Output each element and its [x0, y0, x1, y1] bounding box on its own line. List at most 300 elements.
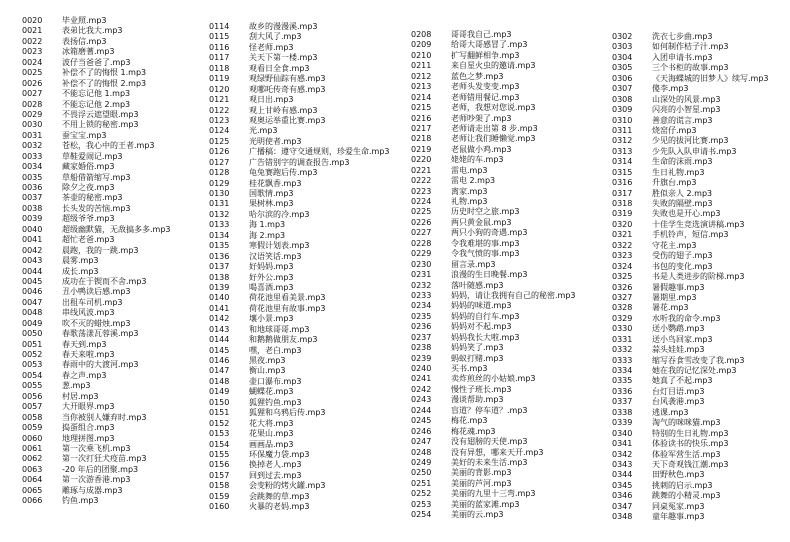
- file-entry: [209, 502, 390, 512]
- file-title: 老师让我们睡懒觉.mp3: [451, 134, 536, 144]
- file-title: 没有异想，哪来天开.mp3: [451, 447, 544, 457]
- file-number: 0154: [209, 439, 230, 449]
- file-title: 表弟比我大.mp3: [62, 26, 123, 36]
- file-title: 洗衣七步曲.mp3: [652, 32, 713, 41]
- file-number: 0236: [411, 322, 432, 332]
- file-title: 寒假计划表.mp3: [249, 241, 310, 251]
- file-number: 0316: [612, 178, 633, 188]
- file-title: 当你被别人嫌弃时.mp3: [62, 412, 147, 422]
- file-number: 0034: [22, 162, 43, 172]
- file-title: 逃课.mp3: [652, 407, 689, 417]
- file-entry: [22, 360, 171, 370]
- file-number: 0119: [209, 74, 230, 84]
- file-entry: [22, 454, 171, 464]
- file-number: 0020: [22, 16, 43, 25]
- file-number: 0031: [22, 130, 43, 140]
- file-title: 山深处的风景.mp3: [652, 94, 721, 104]
- file-number: 0050: [22, 329, 43, 339]
- file-entry: [612, 314, 769, 324]
- file-title: 蓝色之梦.mp3: [451, 71, 504, 81]
- file-entry: [411, 103, 576, 113]
- file-entry: [411, 51, 576, 61]
- file-number: 0253: [411, 499, 432, 509]
- file-title: 海 1.mp3: [249, 220, 286, 230]
- file-number: 0043: [22, 256, 43, 266]
- file-entry: [612, 199, 769, 209]
- file-title: 暑期里.mp3: [652, 292, 697, 302]
- file-title: 光明使者.mp3: [249, 136, 302, 146]
- file-number: 0042: [22, 245, 43, 255]
- file-number: 0225: [411, 207, 432, 217]
- file-number: 0239: [411, 353, 432, 363]
- file-number: 0325: [612, 272, 633, 282]
- file-entry: [411, 82, 576, 92]
- file-title: 画画品.mp3: [249, 439, 294, 449]
- file-number: 0233: [411, 290, 432, 300]
- file-entry: [612, 429, 769, 439]
- file-entry: [411, 322, 576, 332]
- file-title: 梅花.mp3: [451, 416, 488, 426]
- file-entry: [612, 147, 769, 157]
- file-entry: [411, 510, 576, 520]
- file-entry: [612, 157, 769, 167]
- file-entry: [411, 93, 576, 103]
- file-entry: [612, 283, 769, 293]
- file-number: 0135: [209, 241, 230, 251]
- file-number: 0346: [612, 491, 633, 501]
- file-entry: [22, 214, 171, 224]
- file-entry: [209, 74, 390, 84]
- file-number: 0039: [22, 214, 43, 224]
- file-number: 0228: [411, 238, 432, 248]
- file-title: 童年趣事.mp3: [652, 512, 705, 522]
- file-title: 嘿，老白.mp3: [249, 345, 302, 355]
- file-number: 0054: [22, 370, 43, 380]
- file-number: 0062: [22, 454, 43, 464]
- file-number: 0327: [612, 292, 633, 302]
- file-title: 蝴蝶花.mp3: [249, 387, 294, 397]
- file-entry: [612, 491, 769, 501]
- file-entry: [22, 267, 171, 277]
- file-title: 第一次乘飞机.mp3: [62, 443, 131, 453]
- file-entry: [411, 270, 576, 280]
- file-title: 关天下第一楼.mp3: [249, 53, 318, 63]
- file-number: 0251: [411, 478, 432, 488]
- file-number: 0312: [612, 136, 633, 146]
- file-title: 毕业照.mp3: [62, 16, 107, 25]
- file-title: 体验读书的快乐.mp3: [652, 439, 729, 449]
- file-title: 观上甘岭有感.mp3: [249, 105, 318, 115]
- file-entry: [411, 40, 576, 50]
- file-title: 她真了不起.mp3: [652, 376, 713, 386]
- file-number: 0029: [22, 109, 43, 119]
- file-entry: [612, 84, 769, 94]
- file-title: 怪老师.mp3: [249, 42, 294, 52]
- file-entry: [612, 460, 769, 470]
- file-title: 特别的生日礼物.mp3: [652, 428, 729, 438]
- file-title: 买书.mp3: [451, 364, 488, 373]
- file-entry: [411, 218, 576, 228]
- file-number: 0143: [209, 324, 230, 334]
- file-number: 0214: [411, 92, 432, 102]
- file-entry: [209, 220, 390, 230]
- file-entry: [612, 439, 769, 449]
- file-number: 0218: [411, 134, 432, 144]
- file-number: 0060: [22, 433, 43, 443]
- file-title: 老师吵架了.mp3: [451, 113, 512, 123]
- file-title: 波仔当爸爸了.mp3: [62, 57, 131, 67]
- file-entry: [411, 61, 576, 71]
- file-title: 狐狸和乌鸦后传.mp3: [249, 408, 326, 418]
- file-entry: [209, 419, 390, 429]
- file-entry: [411, 114, 576, 124]
- file-title: 和地球哥哥.mp3: [249, 324, 310, 334]
- file-title: 广播稿：遵守交通规则，珍爱生命.mp3: [249, 147, 390, 157]
- file-entry: [411, 333, 576, 343]
- file-number: 0315: [612, 167, 633, 177]
- file-entry: [22, 277, 171, 287]
- file-number: 0235: [411, 311, 432, 321]
- file-entry: [612, 230, 769, 240]
- file-entry: [209, 137, 390, 147]
- file-entry: [411, 374, 576, 384]
- file-number: 0314: [612, 157, 633, 167]
- file-number: 0248: [411, 447, 432, 457]
- file-title: 缩写吞食雪改变了我.mp3: [652, 355, 745, 365]
- file-title: 海 2.mp3: [249, 230, 286, 240]
- file-number: 0160: [209, 502, 230, 512]
- file-title: 不能忘记他 1.mp3: [62, 89, 131, 99]
- file-entry: [411, 385, 576, 395]
- file-entry: [22, 162, 171, 172]
- file-number: 0035: [22, 172, 43, 182]
- file-entry: [209, 283, 390, 293]
- file-number: 0250: [411, 468, 432, 478]
- file-title: 草鞋爱闹记.mp3: [62, 151, 123, 161]
- file-title: 花大将.mp3: [249, 418, 294, 428]
- file-title: 火暴的老妈.mp3: [249, 502, 310, 512]
- file-number: 0145: [209, 345, 230, 355]
- file-number: 0146: [209, 356, 230, 365]
- file-entry: [612, 116, 769, 126]
- file-number: 0149: [209, 387, 230, 397]
- file-title: 和鹅鹅做朋友.mp3: [249, 335, 318, 345]
- file-number: 0237: [411, 332, 432, 342]
- file-entry: [22, 465, 171, 475]
- file-entry: [612, 168, 769, 178]
- file-title: 她在我的记忆深处.mp3: [652, 366, 737, 375]
- file-number: 0319: [612, 209, 633, 219]
- file-title: 观看日全食.mp3: [249, 63, 310, 73]
- file-title: 给哥大哥感冒了.mp3: [451, 40, 528, 50]
- file-entry: [22, 173, 171, 183]
- file-entry: [612, 303, 769, 313]
- file-entry: [411, 354, 576, 364]
- file-number: 0309: [612, 105, 633, 115]
- file-entry: [612, 345, 769, 355]
- file-number: 0330: [612, 324, 633, 334]
- file-title: 超级幽默猫，无敌搞多多.mp3: [62, 224, 171, 234]
- file-number: 0306: [612, 73, 633, 83]
- file-entry: [22, 402, 171, 412]
- file-number: 0123: [209, 115, 230, 125]
- file-entry: [22, 381, 171, 391]
- file-entry: [22, 298, 171, 308]
- file-title: 美丽的蓝家滩.mp3: [451, 499, 520, 509]
- file-title: 春雨中的大渡河.mp3: [62, 360, 139, 370]
- file-title: 美丽的芦河.mp3: [451, 478, 512, 488]
- file-entry: [209, 22, 390, 32]
- file-entry: [209, 492, 390, 502]
- file-title: 表扬信.mp3: [62, 36, 107, 46]
- file-number: 0209: [411, 40, 432, 50]
- file-entry: [411, 291, 576, 301]
- file-number: 0328: [612, 303, 633, 313]
- file-title: 生命的沫雨.mp3: [652, 157, 713, 167]
- file-title: 回到过去.mp3: [249, 470, 302, 480]
- file-title: 历史时空之旅.mp3: [451, 207, 520, 217]
- file-entry: [411, 437, 576, 447]
- file-number: 0064: [22, 475, 43, 485]
- file-entry: [209, 325, 390, 335]
- file-title: 失败的隔壁.mp3: [652, 199, 713, 208]
- file-title: 雕琢与成器.mp3: [62, 485, 123, 495]
- file-entry: [22, 392, 171, 402]
- file-title: 老师头发变变.mp3: [451, 82, 520, 92]
- file-number: 0240: [411, 364, 432, 373]
- file-title: 蒜头娃娃.mp3: [652, 345, 705, 355]
- file-title: 衡山.mp3: [249, 366, 286, 376]
- file-entry: [22, 110, 171, 120]
- file-title: 环保魔力袋.mp3: [249, 449, 310, 459]
- file-title: 葱.mp3: [62, 381, 91, 391]
- file-entry: [209, 293, 390, 303]
- file-entry: [411, 166, 576, 176]
- file-number: 0051: [22, 339, 43, 349]
- file-title: 花果山.mp3: [249, 429, 294, 439]
- file-number: 0052: [22, 350, 43, 359]
- file-entry: [22, 16, 171, 26]
- file-entry: [209, 304, 390, 314]
- file-title: 书是人类进步的阶梯.mp3: [652, 272, 745, 282]
- file-number: 0138: [209, 272, 230, 282]
- file-title: 没有翅膀的天使.mp3: [451, 437, 528, 447]
- file-number: 0059: [22, 423, 43, 433]
- file-number: 0136: [209, 251, 230, 261]
- file-title: 妈妈的味道.mp3: [451, 301, 512, 311]
- file-number: 0304: [612, 52, 633, 62]
- file-entry: [209, 398, 390, 408]
- file-entry: [612, 324, 769, 334]
- file-title: 美丽的云.mp3: [451, 510, 504, 520]
- file-title: 田野秋色.mp3: [652, 470, 705, 480]
- file-entry: [22, 287, 171, 297]
- file-title: 台灯目语.mp3: [652, 386, 705, 396]
- file-entry: [411, 124, 576, 134]
- file-number: 0152: [209, 418, 230, 428]
- file-number: 0141: [209, 303, 230, 313]
- file-entry: [612, 450, 769, 460]
- file-entry: [411, 249, 576, 259]
- file-title: 美丽的背影.mp3: [451, 468, 512, 478]
- file-entry: [22, 434, 171, 444]
- file-number: 0116: [209, 42, 230, 52]
- file-title: 卖炸煎丝的小姑娘.mp3: [451, 374, 536, 384]
- file-number: 0216: [411, 113, 432, 123]
- file-entry: [612, 53, 769, 63]
- file-title: 扩写翻鲜相争.mp3: [451, 50, 520, 60]
- file-title: 春歌荡漾瓦蓉溪.mp3: [62, 329, 139, 339]
- file-number: 0157: [209, 470, 230, 480]
- file-title: 茶壶的秘密.mp3: [62, 193, 123, 203]
- file-list-column-1: [22, 16, 171, 507]
- file-title: 汉语笑话.mp3: [249, 251, 302, 261]
- file-title: 长头发的苦恼.mp3: [62, 203, 131, 213]
- file-title: 钓鱼.mp3: [62, 496, 99, 506]
- file-number: 0230: [411, 259, 432, 269]
- file-title: 会变粉的烤火罐.mp3: [249, 481, 326, 491]
- file-number: 0032: [22, 141, 43, 151]
- file-entry: [22, 100, 171, 110]
- file-entry: [612, 95, 769, 105]
- file-title: 十佳学生竞选演讲稿.mp3: [652, 219, 745, 229]
- file-title: 美好的未来生活.mp3: [451, 457, 528, 467]
- file-number: 0120: [209, 84, 230, 94]
- file-number: 0339: [612, 418, 633, 428]
- file-number: 0049: [22, 318, 43, 328]
- file-number: 0344: [612, 470, 633, 480]
- file-entry: [411, 30, 576, 40]
- file-number: 0153: [209, 429, 230, 439]
- file-entry: [209, 189, 390, 199]
- file-entry: [411, 448, 576, 458]
- file-number: 0334: [612, 366, 633, 375]
- file-number: 0210: [411, 50, 432, 60]
- file-entry: [411, 207, 576, 217]
- file-number: 0045: [22, 276, 43, 286]
- file-title: 观哪吒传奇有感.mp3: [249, 84, 326, 94]
- file-title: 令我难堪的事.mp3: [451, 238, 520, 248]
- file-number: 0048: [22, 308, 43, 318]
- file-title: 梅花魂.mp3: [451, 426, 496, 436]
- file-entry: [411, 187, 576, 197]
- file-entry: [612, 189, 769, 199]
- file-number: 0208: [411, 30, 432, 39]
- file-number: 0128: [209, 168, 230, 178]
- file-title: 出租车司机.mp3: [62, 297, 123, 307]
- file-number: 0226: [411, 217, 432, 227]
- file-entry: [209, 241, 390, 251]
- file-title: 壶口瀑布.mp3: [249, 376, 302, 386]
- file-entry: [612, 136, 769, 146]
- file-title: 换掉老人.mp3: [249, 460, 302, 470]
- file-entry: [22, 350, 171, 360]
- file-entry: [612, 293, 769, 303]
- file-entry: [411, 155, 576, 165]
- file-entry: [22, 340, 171, 350]
- file-title: 跳舞的小精灵.mp3: [652, 491, 721, 501]
- file-entry: [209, 95, 390, 105]
- file-entry: [209, 199, 390, 209]
- file-entry: [209, 387, 390, 397]
- file-number: 0252: [411, 489, 432, 499]
- file-title: 入团申请书.mp3: [652, 52, 713, 62]
- file-title: 超级爷爷.mp3: [62, 214, 115, 224]
- file-number: 0127: [209, 157, 230, 167]
- file-entry: [209, 126, 390, 136]
- file-number: 0144: [209, 335, 230, 345]
- file-number: 0318: [612, 199, 633, 208]
- file-number: 0340: [612, 428, 633, 438]
- file-title: 春之声.mp3: [62, 370, 107, 380]
- file-entry: [612, 418, 769, 428]
- file-title: 黑夜.mp3: [249, 356, 286, 365]
- file-entry: [612, 481, 769, 491]
- file-title: 故乡的漫漫溪.mp3: [249, 22, 318, 31]
- file-title: 妈妈我长大啦.mp3: [451, 332, 520, 342]
- file-title: 老师请走出第 8 步.mp3: [451, 123, 538, 133]
- file-title: 好妈妈.mp3: [249, 262, 294, 272]
- file-number: 0343: [612, 459, 633, 469]
- file-number: 0024: [22, 57, 43, 67]
- file-entry: [612, 126, 769, 136]
- file-entry: [22, 423, 171, 433]
- file-entry: [209, 460, 390, 470]
- file-entry: [22, 79, 171, 89]
- file-entry: [612, 262, 769, 272]
- file-title: 天下奇观钱江潮.mp3: [652, 459, 729, 469]
- file-title: 吹不灭的蜡烛.mp3: [62, 318, 131, 328]
- file-entry: [411, 176, 576, 186]
- file-number: 0303: [612, 42, 633, 52]
- file-entry: [22, 26, 171, 36]
- file-number: 0310: [612, 115, 633, 125]
- file-entry: [22, 204, 171, 214]
- file-title: 狐狸钓鱼.mp3: [249, 397, 302, 407]
- file-entry: [209, 356, 390, 366]
- file-title: 晨跑，我的一跳.mp3: [62, 245, 139, 255]
- file-number: 0324: [612, 261, 633, 271]
- file-title: 蚕宝宝.mp3: [62, 130, 107, 140]
- file-entry: [612, 251, 769, 261]
- file-title: 淘气的咪咪猫.mp3: [652, 418, 721, 428]
- file-number: 0033: [22, 151, 43, 161]
- file-number: 0231: [411, 270, 432, 280]
- file-entry: [411, 395, 576, 405]
- file-entry: [22, 152, 171, 162]
- file-number: 0118: [209, 63, 230, 73]
- file-entry: [411, 416, 576, 426]
- file-number: 0155: [209, 449, 230, 459]
- file-title: 少先队入队申请书.mp3: [652, 146, 737, 156]
- file-list-column-2: [209, 22, 390, 513]
- file-entry: [209, 471, 390, 481]
- file-number: 0061: [22, 443, 43, 453]
- file-title: 手机铃声，短信.mp3: [652, 230, 729, 240]
- file-entry: [22, 120, 171, 130]
- file-number: 0023: [22, 47, 43, 57]
- file-title: 草船借箭缩写.mp3: [62, 172, 131, 182]
- file-number: 0302: [612, 32, 633, 41]
- file-entry: [22, 47, 171, 57]
- file-number: 0040: [22, 224, 43, 234]
- file-title: 补偿不了的悔恨 1.mp3: [62, 68, 147, 78]
- file-entry: [209, 408, 390, 418]
- file-number: 0331: [612, 334, 633, 344]
- file-title: 哈尔滨的冷.mp3: [249, 209, 310, 219]
- file-title: 台风袭港.mp3: [652, 397, 705, 407]
- file-number: 0311: [612, 125, 633, 135]
